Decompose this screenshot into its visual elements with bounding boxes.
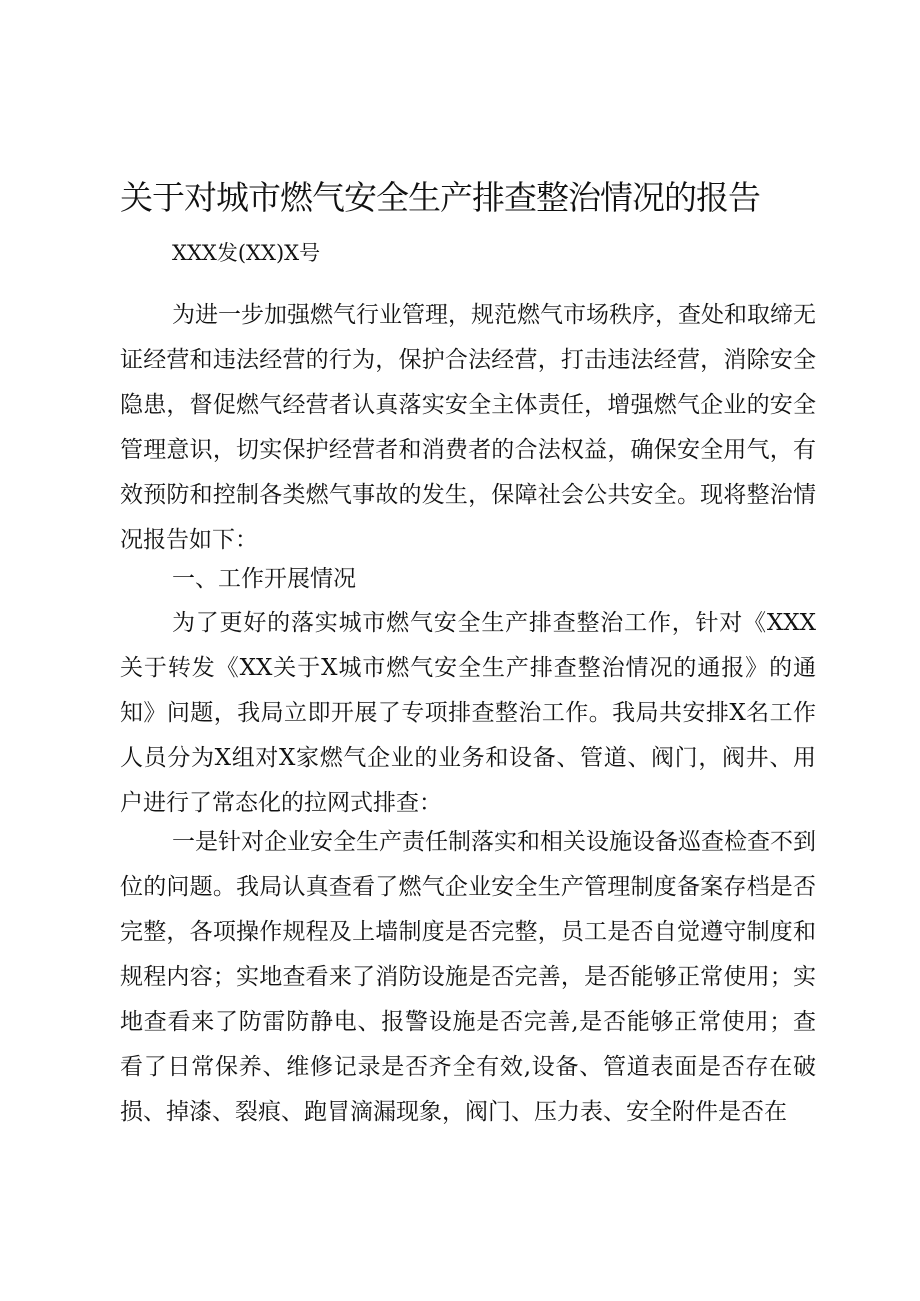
document-number: XXX发(XX)X号	[172, 241, 321, 265]
section-heading: 一、工作开展情况	[172, 566, 356, 592]
intro-paragraph: 为进一步加强燃气行业管理，规范燃气市场秩序，查处和取缔无证经营和违法经营的行为，保护合法经营，打击违法经营，消除安全隐患，督促燃气经营者认真落实安全主体责任，增强燃气企业的安全管理意识，切实保护经营者和消费者的合法权益，确保安全用气，有效预防和控制各类燃气事故的发生，保障社会公共安全。现将整治情况报告如下：	[120, 302, 816, 553]
document-title: 关于对城市燃气安全生产排查整治情况的报告	[120, 178, 760, 217]
section-paragraph: 为了更好的落实城市燃气安全生产排查整治工作，针对《XXX关于转发《XX关于X城市燃气安全生产排查整治情况的通报》的通知》问题，我局立即开展了专项排查整治工作。我局共安排X名工作人员分为X组对X家燃气企业的业务和设备、管道、阀门，阀井、用户进行了常态化的拉网式排查：	[120, 610, 816, 816]
section-paragraph: 一是针对企业安全生产责任制落实和相关设施设备巡查检查不到位的问题。我局认真查看了燃气企业安全生产管理制度备案存档是否完整，各项操作规程及上墙制度是否完整，员工是否自觉遵守制度和规程内容；实地查看来了消防设施是否完善，是否能够正常使用；实地查看来了防雷防静电、报警设施是否完善,是否能够正常使用；查看了日常保养、维修记录是否齐全有效,设备、管道表面是否存在破损、掉漆、裂痕、跑冒滴漏现象，阀门、压力表、安全附件是否在	[120, 829, 816, 1125]
